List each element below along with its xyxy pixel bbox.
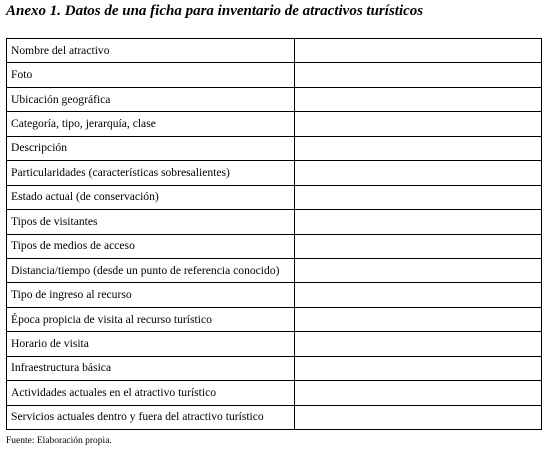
row-value-cell	[295, 356, 542, 380]
row-value-cell	[295, 210, 542, 234]
row-value-cell	[295, 405, 542, 429]
table-row	[7, 307, 542, 331]
row-label: Tipos de visitantes	[7, 210, 295, 234]
table-row	[7, 63, 542, 87]
table-row	[7, 210, 542, 234]
row-label: Tipos de medios de acceso	[7, 234, 295, 258]
row-value-cell	[295, 87, 542, 111]
row-value-cell	[295, 185, 542, 209]
table-row	[7, 283, 542, 307]
table-row	[7, 39, 542, 63]
source-note: Fuente: Elaboración propia.	[6, 436, 112, 446]
row-label: Horario de visita	[7, 332, 295, 356]
table-row	[7, 332, 542, 356]
table-row	[7, 258, 542, 282]
row-label: Actividades actuales en el atractivo turístico	[7, 381, 295, 405]
table-row	[7, 161, 542, 185]
row-label: Distancia/tiempo (desde un punto de referencia conocido)	[7, 258, 295, 282]
table-row	[7, 136, 542, 160]
row-value-cell	[295, 63, 542, 87]
row-value-cell	[295, 258, 542, 282]
row-value-cell	[295, 332, 542, 356]
row-value-cell	[295, 234, 542, 258]
row-label: Nombre del atractivo	[7, 39, 295, 63]
row-value-cell	[295, 112, 542, 136]
inventory-table	[6, 38, 542, 430]
row-label: Época propicia de visita al recurso turístico	[7, 307, 295, 331]
row-label: Servicios actuales dentro y fuera del atractivo turístico	[7, 405, 295, 429]
table-row	[7, 234, 542, 258]
row-label: Descripción	[7, 136, 295, 160]
row-value-cell	[295, 161, 542, 185]
table-row	[7, 381, 542, 405]
row-value-cell	[295, 39, 542, 63]
table-row	[7, 405, 542, 429]
row-value-cell	[295, 136, 542, 160]
row-value-cell	[295, 307, 542, 331]
table-row	[7, 87, 542, 111]
row-value-cell	[295, 381, 542, 405]
row-label: Categoría, tipo, jerarquía, clase	[7, 112, 295, 136]
row-label: Tipo de ingreso al recurso	[7, 283, 295, 307]
row-label: Ubicación geográfica	[7, 87, 295, 111]
row-value-cell	[295, 283, 542, 307]
document-title: Anexo 1. Datos de una ficha para inventario de atractivos turísticos	[6, 3, 424, 19]
row-label: Estado actual (de conservación)	[7, 185, 295, 209]
row-label: Infraestructura básica	[7, 356, 295, 380]
row-label: Foto	[7, 63, 295, 87]
table-row	[7, 185, 542, 209]
row-label: Particularidades (características sobresalientes)	[7, 161, 295, 185]
table-row	[7, 112, 542, 136]
table-row	[7, 356, 542, 380]
